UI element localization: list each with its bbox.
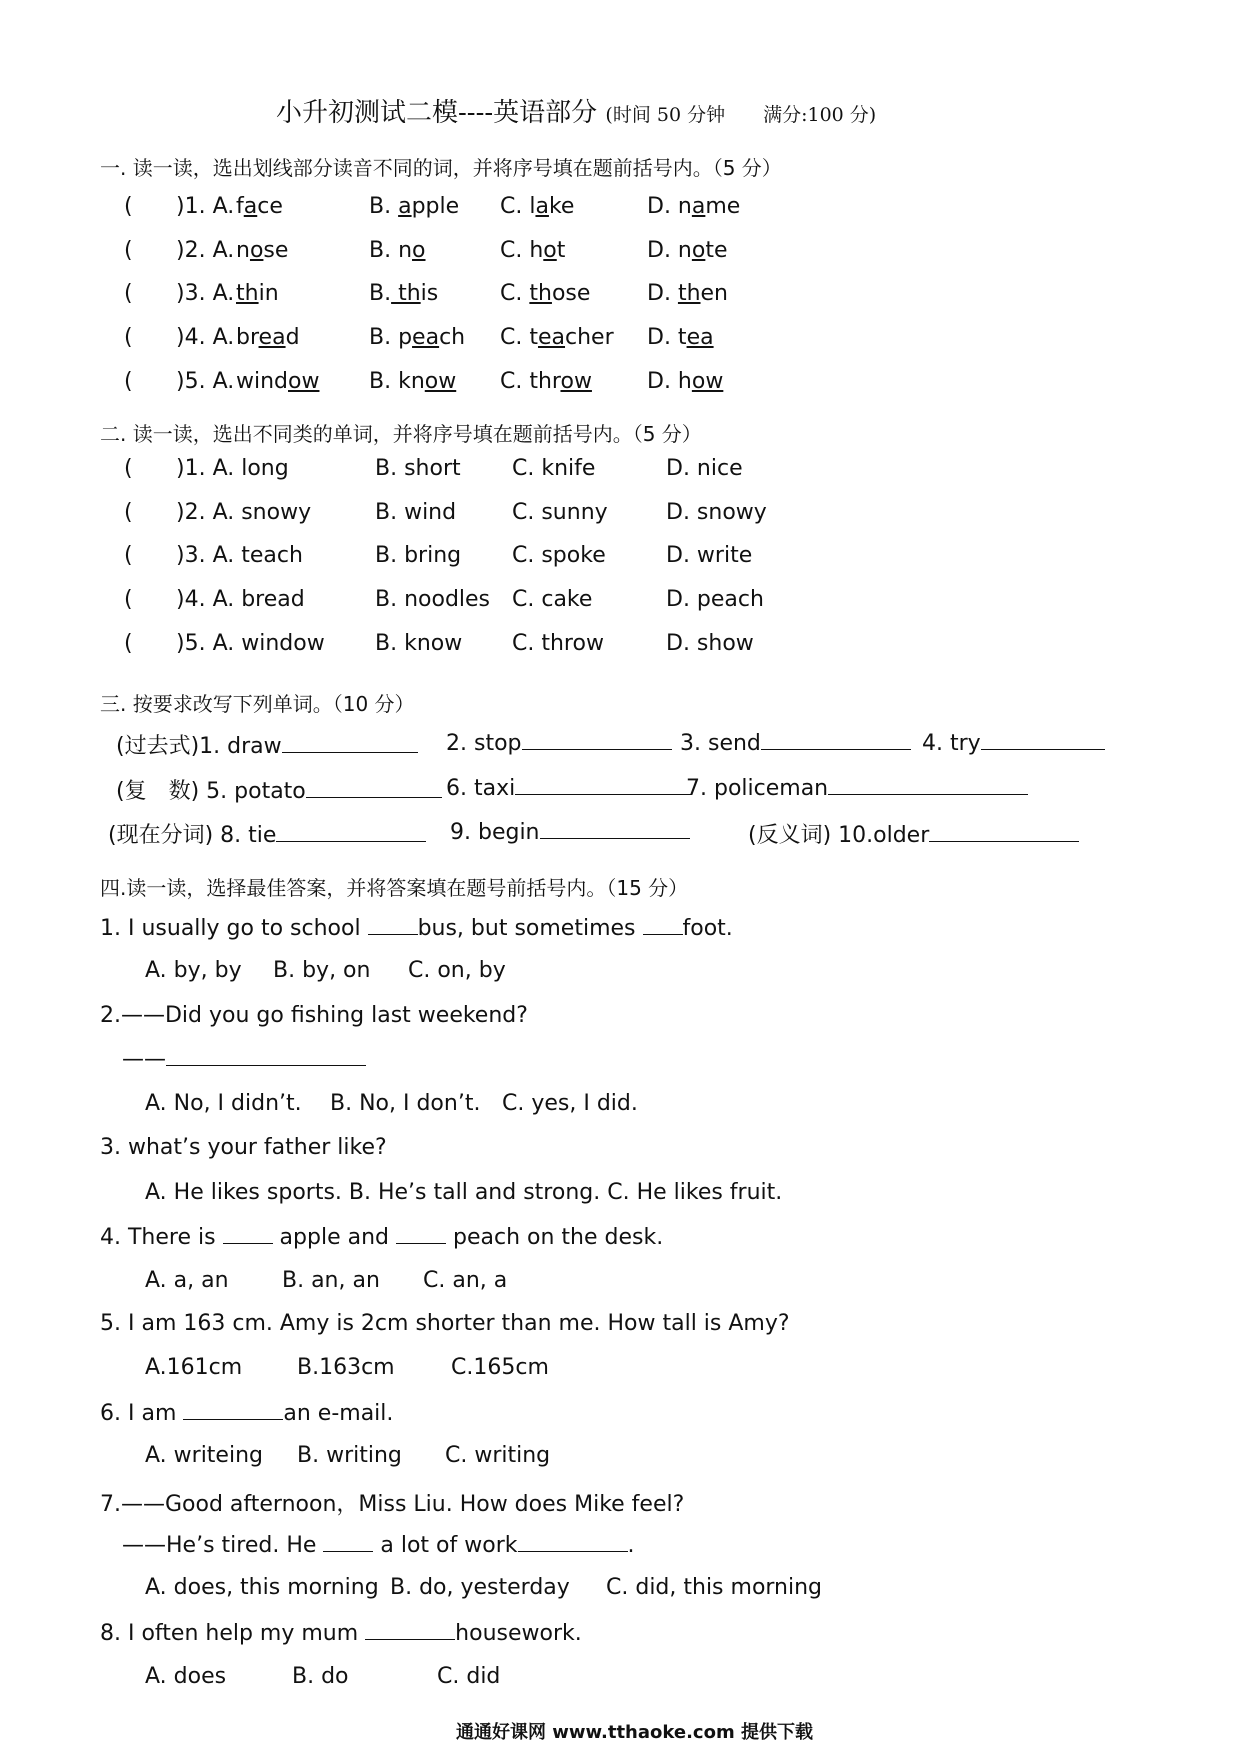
option-a: thin — [236, 281, 279, 306]
option-c: C. those — [500, 281, 591, 306]
section-2-heading: 二. 读一读，选出不同类的单词，并将序号填在题前括号内。（5 分） — [100, 422, 702, 446]
s3-item-3: 3. send — [680, 729, 911, 756]
option-c: C. hot — [500, 238, 566, 263]
option-b: B. know — [375, 631, 463, 656]
q8-stem: 8. I often help my mum housework. — [100, 1621, 582, 1646]
option-d: D. how — [647, 369, 724, 394]
footer-credit: 通通好课网 www.tthaoke.com 提供下载 — [456, 1722, 813, 1743]
q5-option-a: A.161cm — [145, 1355, 243, 1380]
option-d: D. show — [666, 631, 754, 656]
question-option-a: )5. A. window — [176, 631, 325, 656]
option-d: D. note — [647, 238, 728, 263]
s3-item-6: 6. taxi — [446, 774, 691, 801]
option-d: D. tea — [647, 325, 714, 350]
option-c: C. knife — [512, 456, 596, 481]
question-number: )4. A. — [176, 325, 235, 350]
title-main: 小升初测试二模----英语部分 — [276, 98, 598, 128]
q2-option-c: C. yes, I did. — [502, 1091, 638, 1116]
section-3-heading: 三. 按要求改写下列单词。（10 分） — [100, 692, 415, 716]
answer-paren: ( — [124, 238, 133, 263]
question-number: )5. A. — [176, 369, 235, 394]
q2-stem: 2.——Did you go fishing last weekend? — [100, 1003, 528, 1028]
question-option-a: )1. A. long — [176, 456, 289, 481]
q7-option-c: C. did, this morning — [606, 1575, 823, 1600]
option-c: C. lake — [500, 194, 575, 219]
section-4-heading: 四.读一读，选择最佳答案，并将答案填在题号前括号内。（15 分） — [100, 876, 689, 900]
option-b: B. short — [375, 456, 461, 481]
q2-reply: —— — [122, 1045, 366, 1072]
q7-reply: ——He’s tired. He a lot of work . — [122, 1533, 635, 1558]
q1-option-a: A. by, by — [145, 958, 242, 983]
s3-item-9: 9. begin — [450, 818, 690, 845]
q7-option-b: B. do, yesterday — [390, 1575, 570, 1600]
q2-option-a: A. No, I didn’t. — [145, 1091, 302, 1116]
option-d: D. then — [647, 281, 728, 306]
question-number: )1. A. — [176, 194, 235, 219]
q8-option-c: C. did — [437, 1664, 501, 1689]
s3-item-7: 7. policeman — [686, 774, 1028, 801]
s3-item-5: (复 数) 5. potato — [116, 774, 442, 805]
option-d: D. snowy — [666, 500, 767, 525]
section-1-heading: 一. 读一读，选出划线部分读音不同的词，并将序号填在题前括号内。（5 分） — [100, 156, 782, 180]
q8-option-a: A. does — [145, 1664, 227, 1689]
answer-paren: ( — [124, 543, 133, 568]
option-a: nose — [236, 238, 289, 263]
question-number: )3. A. — [176, 281, 235, 306]
answer-paren: ( — [124, 281, 133, 306]
q7-option-a: A. does, this morning — [145, 1575, 379, 1600]
q1-option-b: B. by, on — [273, 958, 371, 983]
option-b: B. no — [369, 238, 426, 263]
q6-option-c: C. writing — [445, 1443, 551, 1468]
option-b: B. apple — [369, 194, 460, 219]
q4-stem: 4. There is apple and peach on the desk. — [100, 1225, 664, 1250]
option-d: D. write — [666, 543, 753, 568]
q4-option-a: A. a, an — [145, 1268, 229, 1293]
answer-paren: ( — [124, 587, 133, 612]
q6-option-b: B. writing — [297, 1443, 402, 1468]
question-option-a: )3. A. teach — [176, 543, 303, 568]
title-note: (时间 50 分钟 满分:100 分) — [605, 104, 877, 126]
answer-paren: ( — [124, 631, 133, 656]
q3-options: A. He likes sports. B. He’s tall and strong. C. He likes fruit. — [145, 1180, 783, 1205]
q3-stem: 3. what’s your father like? — [100, 1135, 387, 1160]
answer-paren: ( — [124, 456, 133, 481]
q4-option-c: C. an, a — [423, 1268, 508, 1293]
s3-item-4: 4. try — [922, 729, 1105, 756]
q1-stem: 1. I usually go to school bus, but sometimes foot. — [100, 916, 733, 941]
q5-option-c: C.165cm — [451, 1355, 549, 1380]
option-b: B. noodles — [375, 587, 491, 612]
option-b: B. wind — [375, 500, 457, 525]
s3-item-10: (反义词) 10.older — [748, 818, 1079, 849]
option-c: C. throw — [500, 369, 592, 394]
q5-stem: 5. I am 163 cm. Amy is 2cm shorter than me. How tall is Amy? — [100, 1311, 790, 1336]
answer-paren: ( — [124, 369, 133, 394]
q5-option-b: B.163cm — [297, 1355, 395, 1380]
option-b: B. peach — [369, 325, 466, 350]
s3-item-8: (现在分词) 8. tie — [108, 818, 426, 849]
answer-paren: ( — [124, 500, 133, 525]
question-number: )2. A. — [176, 238, 235, 263]
option-c: C. cake — [512, 587, 593, 612]
q1-option-c: C. on, by — [408, 958, 506, 983]
option-c: C. spoke — [512, 543, 606, 568]
q6-option-a: A. writeing — [145, 1443, 263, 1468]
option-a: window — [236, 369, 320, 394]
option-b: B. bring — [375, 543, 462, 568]
answer-paren: ( — [124, 194, 133, 219]
exam-title — [276, 92, 876, 129]
s3-item-2: 2. stop — [446, 729, 672, 756]
option-b: B. know — [369, 369, 457, 394]
q4-option-b: B. an, an — [282, 1268, 380, 1293]
q2-option-b: B. No, I don’t. — [330, 1091, 481, 1116]
option-d: D. name — [647, 194, 741, 219]
option-c: C. teacher — [500, 325, 614, 350]
q7-stem: 7.——Good afternoon，Miss Liu. How does Mike feel? — [100, 1492, 685, 1517]
option-b: B. this — [369, 281, 439, 306]
answer-paren: ( — [124, 325, 133, 350]
option-c: C. sunny — [512, 500, 608, 525]
q6-stem: 6. I am an e-mail. — [100, 1401, 394, 1426]
s3-item-1: (过去式)1. draw — [116, 729, 418, 760]
option-c: C. throw — [512, 631, 604, 656]
question-option-a: )2. A. snowy — [176, 500, 312, 525]
option-d: D. peach — [666, 587, 764, 612]
question-option-a: )4. A. bread — [176, 587, 305, 612]
option-a: bread — [236, 325, 300, 350]
option-d: D. nice — [666, 456, 743, 481]
option-a: face — [236, 194, 283, 219]
q8-option-b: B. do — [292, 1664, 349, 1689]
